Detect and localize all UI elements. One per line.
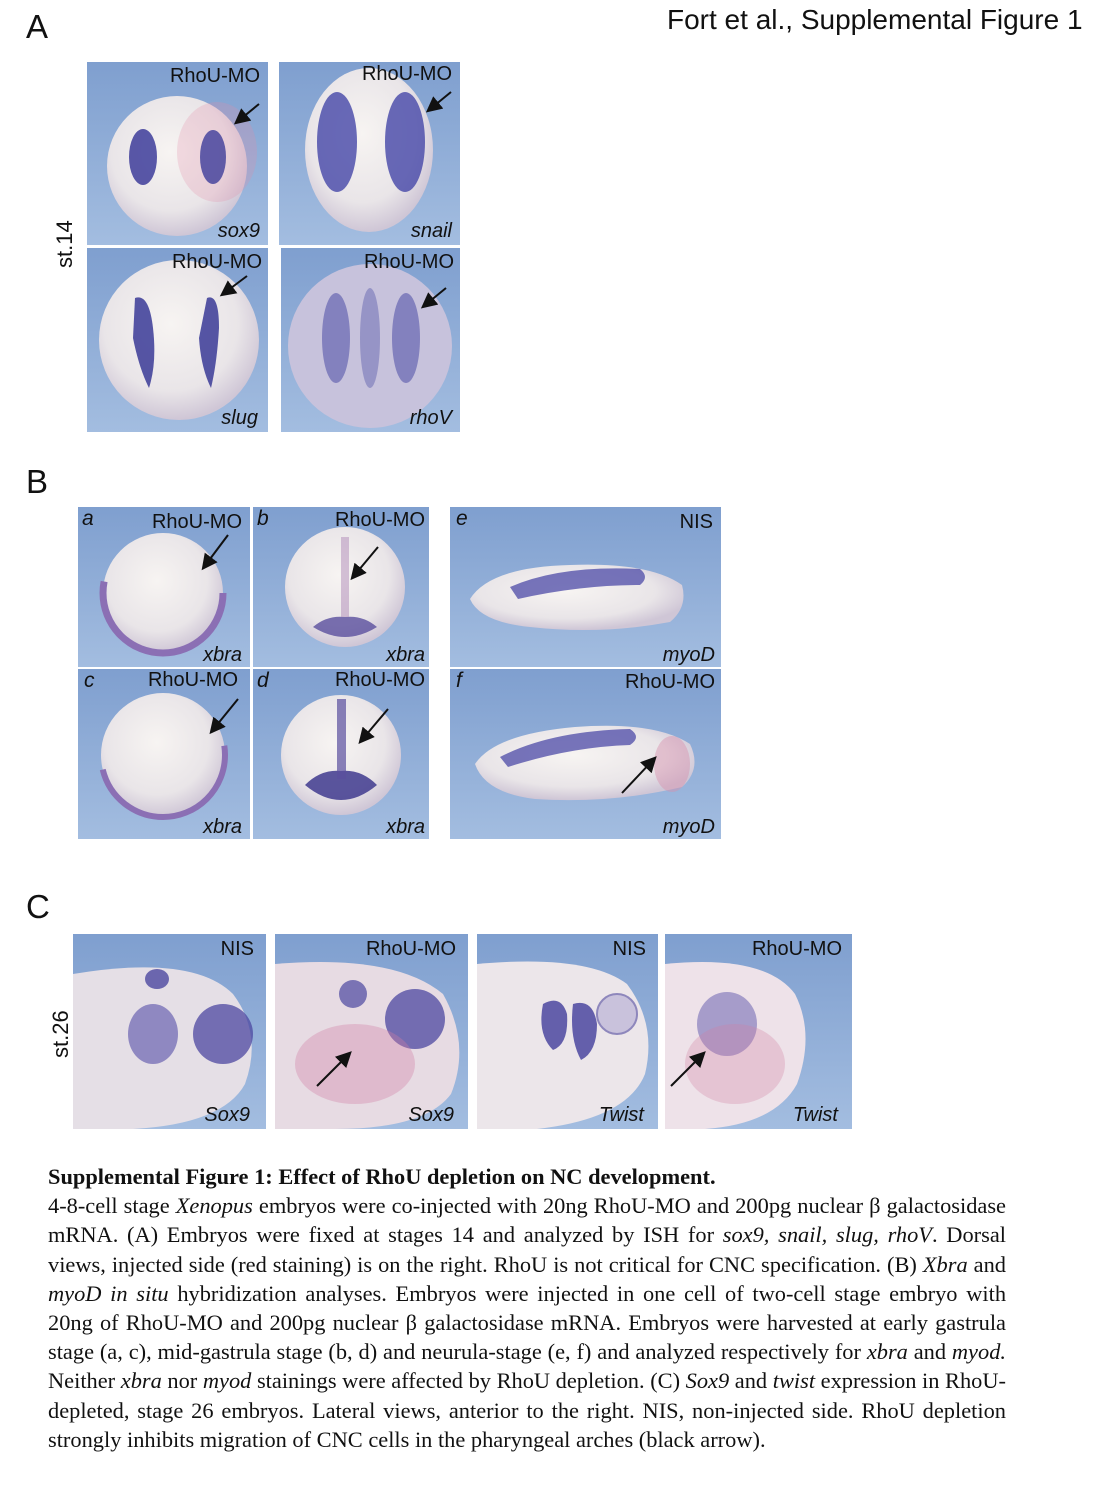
tile-gene-label: Sox9 <box>204 1104 250 1126</box>
caption-title: Supplemental Figure 1: Effect of RhoU depletion on NC development. <box>48 1164 716 1189</box>
panel-b-tile-d <box>253 669 429 839</box>
caption-italic: xbra <box>120 1368 162 1394</box>
caption-italic: Xbra <box>922 1251 968 1277</box>
tile-top-label: RhoU-MO <box>334 669 425 691</box>
tile-sub-letter: a <box>82 507 94 530</box>
caption-text: nor <box>161 1368 203 1394</box>
figure-title: Fort et al., Supplemental Figure 1 <box>667 4 1083 35</box>
panel-c-tile-nis-twist <box>477 934 658 1129</box>
caption-italic: myod <box>202 1368 252 1394</box>
tile-top-label: RhoU-MO <box>334 509 425 531</box>
caption-text: . Dorsal views, injected side (red staining) is on the right. RhoU is not critical for CNC specification. (B) <box>48 1222 1006 1277</box>
tile-gene-label: xbra <box>203 644 242 666</box>
panel-c-tile-mo-twist <box>665 934 852 1129</box>
panel-b-tile-a <box>78 507 250 667</box>
panel-a-tile-snail <box>279 62 460 245</box>
tile-sub-letter: b <box>257 507 269 530</box>
panel-c-letter: C <box>26 888 50 925</box>
tile-gene-label: snail <box>410 220 452 242</box>
caption-text: Neither <box>48 1368 121 1394</box>
tile-gene-label: Twist <box>598 1104 644 1126</box>
tile-gene-label: myoD <box>662 816 715 838</box>
panel-a-letter: A <box>26 8 49 45</box>
caption-text: and <box>729 1368 773 1394</box>
caption-text: 4-8-cell stage <box>48 1193 176 1219</box>
caption-text: expression in RhoU-depleted, stage 26 embryos. Lateral views, anterior to the right. NIS, non-injected side. RhoU depletion strongly inhibits migration of CNC cells in the pharyngeal arches (black arrow). <box>48 1368 1006 1452</box>
panel-b-tile-f <box>450 669 721 839</box>
tile-gene-label: Sox9 <box>408 1104 454 1126</box>
caption-italic: sox9, snail, slug, rhoV <box>722 1222 932 1248</box>
caption-italic: twist <box>772 1368 816 1394</box>
panel-a-stage-label: st.14 <box>52 220 77 268</box>
tile-gene-label: Twist <box>792 1104 838 1126</box>
tile-top-label: RhoU-MO <box>171 251 262 273</box>
tile-sub-letter: c <box>84 669 95 692</box>
tile-top-label: RhoU-MO <box>169 65 260 87</box>
panel-c-stage-label: st.26 <box>48 1010 73 1058</box>
caption-text: stainings were affected by RhoU depletion. (C) <box>251 1368 686 1394</box>
caption-italic: Xenopus <box>175 1193 253 1219</box>
figure-caption <box>48 1162 1006 1454</box>
tile-top-label: RhoU-MO <box>151 511 242 533</box>
tile-sub-letter: f <box>456 669 462 692</box>
tile-gene-label: sox9 <box>217 220 260 242</box>
panel-a-tile-rhov <box>281 248 460 432</box>
panel-b-tile-e <box>450 507 721 667</box>
tile-gene-label: slug <box>221 407 258 429</box>
caption-text: hybridization analyses. Embryos were injected in one cell of two-cell stage embryo with 20ng of RhoU-MO and 200pg nuclear β galactosidase mRNA. Embryos were harvested at early gastrula stage (a, c), mid-gastrula stage (b, d) and neurula-stage (e, f) and analyzed respectively for <box>48 1280 1007 1365</box>
tile-gene-label: xbra <box>386 816 425 838</box>
caption-text: and <box>907 1339 952 1365</box>
panel-b-letter: B <box>26 463 49 500</box>
tile-gene-label: xbra <box>203 816 242 838</box>
tile-top-label: RhoU-MO <box>147 669 238 691</box>
tile-gene-label: xbra <box>386 644 425 666</box>
caption-italic: xbra <box>866 1339 908 1365</box>
tile-top-label: RhoU-MO <box>365 938 456 960</box>
tile-top-label: NIS <box>679 511 713 533</box>
tile-top-label: RhoU-MO <box>363 251 454 273</box>
tile-top-label: RhoU-MO <box>751 938 842 960</box>
tile-top-label: RhoU-MO <box>361 63 452 85</box>
tile-gene-label: rhoV <box>409 407 452 429</box>
caption-italic: myoD in situ <box>48 1280 169 1306</box>
tile-top-label: RhoU-MO <box>624 671 715 693</box>
tile-sub-letter: d <box>257 669 269 692</box>
tile-gene-label: myoD <box>662 644 715 666</box>
caption-text: embryos were co-injected with 20ng RhoU-MO and 200pg nuclear β galactosidase mRNA. (A) Embryos were fixed at stages 14 and analyzed by ISH for <box>48 1193 1006 1248</box>
panel-b-tile-c <box>78 669 250 839</box>
caption-text: and <box>967 1251 1006 1277</box>
panel-a-tile-slug <box>87 248 268 432</box>
tile-top-label: NIS <box>220 938 254 960</box>
panel-a-tile-sox9 <box>87 62 268 245</box>
tile-top-label: NIS <box>612 938 646 960</box>
caption-italic: Sox9 <box>685 1368 730 1394</box>
panel-c-tile-nis-sox9 <box>73 934 266 1129</box>
panel-c-tile-mo-sox9 <box>275 934 468 1129</box>
caption-italic: myod. <box>951 1339 1006 1365</box>
tile-sub-letter: e <box>456 507 468 530</box>
panel-b-tile-b <box>253 507 429 667</box>
